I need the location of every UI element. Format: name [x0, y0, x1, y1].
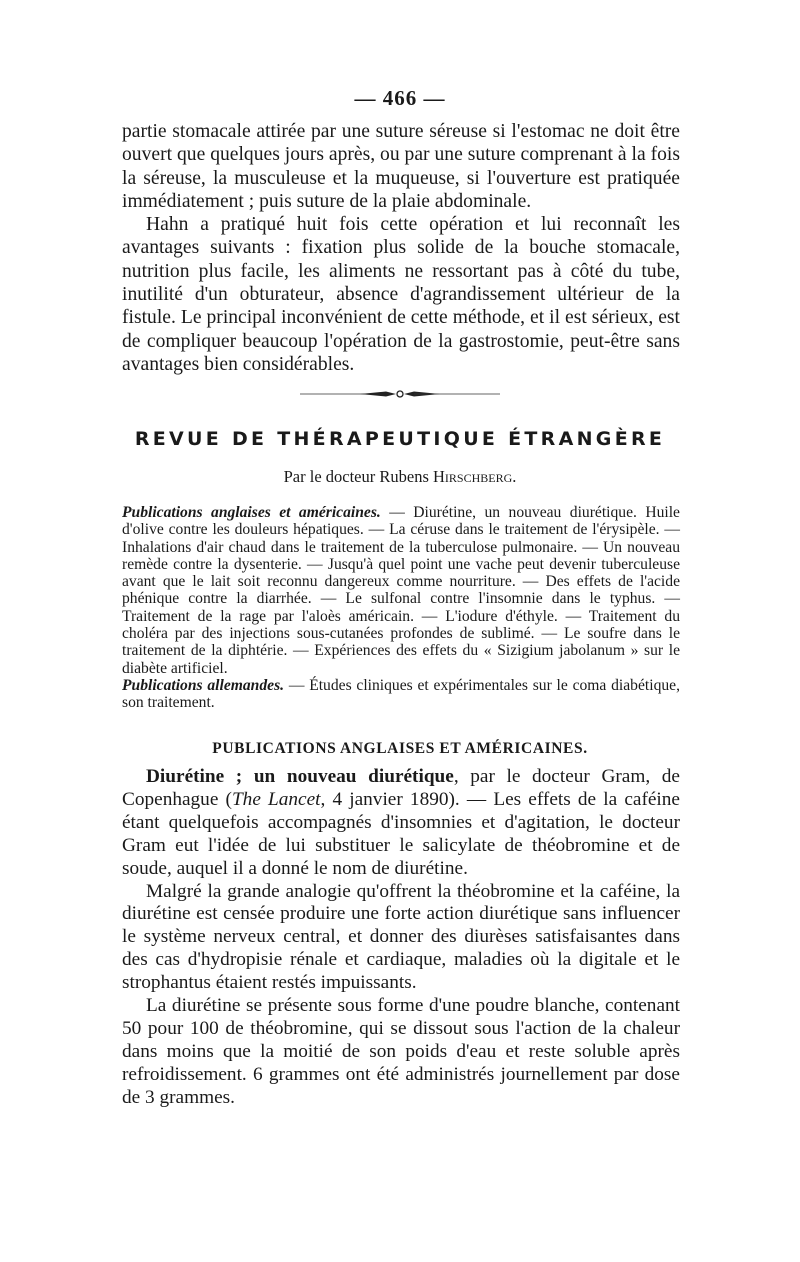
separator-ornament — [300, 388, 500, 400]
paragraph: partie stomacale attirée par une suture séreuse si l'estomac ne doit être ouvert que quelques jours après, ou par une suture comprenant à la fois la séreuse, la musculeuse et la muqueuse, si l'ouverture est pratiquée immédiatement ; puis suture de la plaie abdominale. — [122, 121, 680, 212]
byline-author: Hirschberg. — [433, 467, 517, 486]
article-byline — [0, 467, 800, 487]
summary-text-german: — Études cliniques et expérimentales sur le coma diabétique, son traitement. — [122, 676, 680, 712]
previous-article-text — [122, 120, 680, 376]
page-number: — 466 — — [354, 86, 446, 110]
section-heading: PUBLICATIONS ANGLAISES ET AMÉRICAINES. — [212, 740, 588, 757]
item-text: , 4 janvier 1890). — Les effets de la caféine étant quelquefois accompagnés d'insomnies et d'agitation, le docteur Gram eut l'idée de lui substituer le salicylate de théobromine et de soude, auquel il a donné le nom de diurétine. — [122, 788, 680, 879]
summary-text-anglo: — Diurétine, un nouveau diurétique. Huile d'olive contre les douleurs hépatiques. — La céruse dans le traitement de l'érysipèle. — Inhalations d'air chaud dans le traitement de la tuberculose pulmonaire. — Un nouveau remède contre la dysenterie. — Jusqu'à quel point une vache peut devenir tuberculeuse avant que le lait soit reconnu dangereux comme nourriture. — Des effets de l'acide phénique contre la diarrhée. — Le sulfonal contre l'insomnie dans le typhus. — Traitement de la rage par l'aloès américain. — L'iodure d'éthyle. — Traitement du choléra par des injections sous-cutanées profondes de sublimé. — Le soufre dans le traitement de la diphtérie. — Expériences des effets du « Sizigium jabolanum » sur le diabète artificiel. — [122, 504, 680, 677]
item-intro: , par le docteur Gram, de Copenhague ( — [122, 766, 680, 810]
paragraph: Hahn a pratiqué huit fois cette opération et lui reconnaît les avantages suivants : fixation plus solide de la bouche stomacale, nutrition plus facile, les aliments ne ressortant pas à côté du tube, inutilité d'un obturateur, absence d'agrandissement ultérieur de la fistule. Le principal inconvénient de cette méthode, et il est sérieux, est de compliquer beaucoup l'opération de la gastrostomie, peut-être sans avantages bien considérables. — [122, 214, 680, 375]
paragraph: La diurétine se présente sous forme d'une poudre blanche, contenant 50 pour 100 de théobromine, qui se dissout sous l'action de la chaleur dans moins que la moitié de son poids d'eau et reste soluble après refroidissement. 6 grammes ont été administrés journellement par dose de 3 grammes. — [122, 995, 680, 1108]
article-title: REVUE DE THÉRAPEUTIQUE ÉTRANGÈRE — [134, 428, 666, 450]
article-summary — [122, 504, 680, 712]
item-title: Diurétine ; un nouveau diurétique — [146, 766, 454, 787]
journal-name: The Lancet — [231, 788, 321, 810]
summary-heading-german: Publications allemandes. — [122, 676, 285, 694]
paragraph — [122, 766, 680, 881]
summary-heading-anglo: Publications anglaises et américaines. — [122, 504, 381, 521]
paragraph: Malgré la grande analogie qu'offrent la théobromine et la caféine, la diurétine est censée produire une forte action diurétique sans influencer le système nerveux central, et donner des diurèses satisfaisantes dans des cas d'hydropisie rénale et cardiaque, maladies où la digitale et le strophantus étaient restés impuissants. — [122, 880, 680, 994]
byline-prefix: Par le docteur Rubens — [283, 467, 429, 486]
article-body — [122, 766, 680, 1110]
